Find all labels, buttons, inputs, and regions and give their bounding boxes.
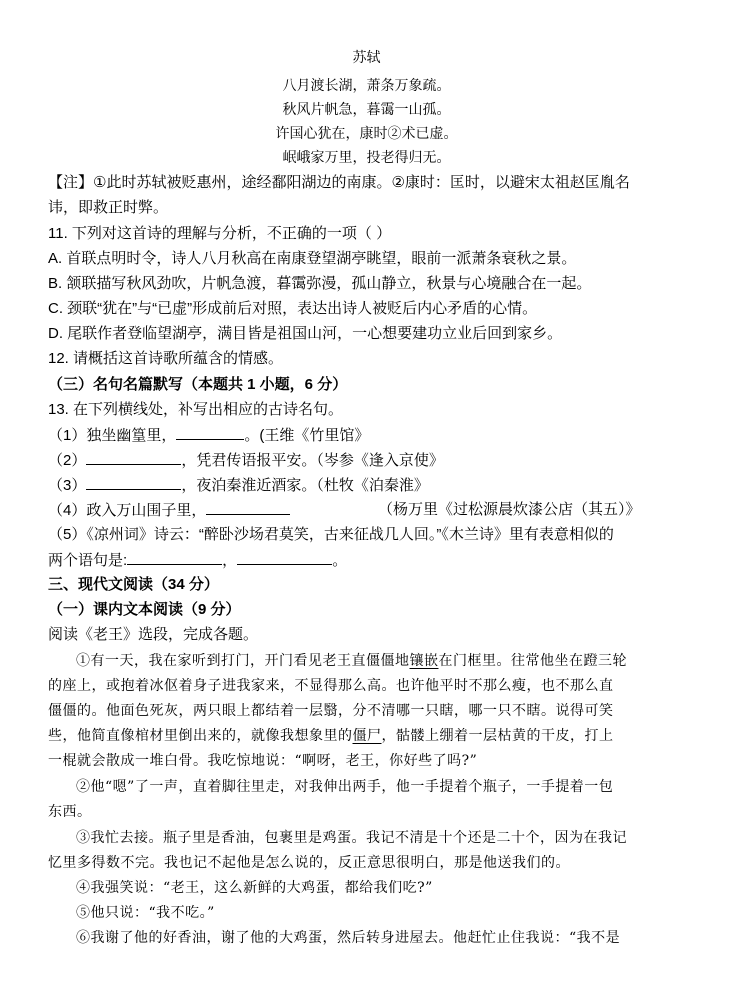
q13-item-4-source: （杨万里《过松源晨炊漆公店（其五）》 [378, 501, 641, 518]
q13-item-4 [48, 500, 290, 521]
poem-note: 【注】①此时苏轼被贬惠州，途经鄱阳湖边的南康。②康时：匡时，以避宋太祖赵匡胤名 [48, 174, 630, 191]
question-12-stem: 12. 请概括这首诗歌所蕴含的情感。 [48, 350, 284, 367]
passage-text: ①有一天，我在家听到打门，开门看见老王直僵僵地 [76, 653, 410, 669]
answer-blank[interactable] [127, 550, 222, 565]
passage-line [76, 651, 627, 671]
passage-line: 僵僵的。他面色死灰，两只眼上都结着一层翳，分不清哪一只瞎，哪一只不瞎。说得可笑 [48, 703, 614, 719]
underlined-word: 僵尸 [352, 728, 382, 744]
passage-line: ⑤他只说：“我不吃。” [76, 905, 215, 921]
passage-text: ，骷髅上绷着一层枯黄的干皮，打上 [381, 728, 614, 744]
q13-item-2 [48, 450, 444, 471]
passage-line: ⑥我谢了他的好香油，谢了他的大鸡蛋，然后转身进屋去。他赶忙止住我说：“我不是 [76, 930, 621, 946]
section-heading: （三）名句名篇默写（本题共 1 小题，6 分） [48, 376, 348, 393]
q13-item-3 [48, 475, 429, 496]
passage-line: ④我强笑说：“老王，这么新鲜的大鸡蛋，都给我们吃?” [76, 880, 433, 896]
passage-line: ②他“嗯”了一声，直着脚往里走，对我伸出两手，他一手提着个瓶子，一手提着一包 [76, 779, 614, 795]
section-heading: 三、现代文阅读（34 分） [48, 576, 219, 593]
answer-blank[interactable] [86, 450, 181, 465]
q13-item-3-pre: （3） [48, 477, 87, 494]
q13-item-1 [48, 425, 369, 446]
poem-note: 讳，即救正时弊。 [48, 199, 169, 216]
answer-blank[interactable] [206, 500, 290, 515]
q13-item-1-pre: （1）独坐幽篁里， [48, 427, 177, 444]
answer-blank[interactable] [176, 425, 244, 440]
underlined-word: 镶嵌 [409, 653, 439, 669]
q13-item-5: （5）《凉州词》诗云：“醉卧沙场君莫笑，古来征战几人回。”《木兰诗》里有表意相似的 [48, 526, 614, 543]
option-d: D. 尾联作者登临望湖亭，满目皆是祖国山河，一心想要建功立业后回到家乡。 [48, 325, 563, 342]
q13-item-5-mid: ， [222, 552, 238, 569]
passage-line: ③我忙去接。瓶子里是香油，包裹里是鸡蛋。我记不清是十个还是二十个，因为在我记 [76, 830, 627, 846]
passage-text: 在门框里。往常他坐在蹬三轮 [438, 653, 627, 669]
passage-line [48, 726, 614, 746]
option-c: C. 颈联“犹在”与“已虚”形成前后对照，表达出诗人被贬后内心矛盾的心情。 [48, 300, 538, 317]
question-11-stem: 11. 下列对这首诗的理解与分析，不正确的一项（ ） [48, 225, 392, 242]
q13-item-4-pre: （4）政入万山围子里， [48, 502, 207, 519]
question-13-stem: 13. 在下列横线处，补写出相应的古诗名句。 [48, 401, 344, 418]
q13-item-1-post: 。(王维《竹里馆》 [244, 427, 370, 444]
q13-item-2-pre: （2） [48, 452, 87, 469]
passage-line: 一棍就会散成一堆白骨。我吃惊地说：“啊呀，老王，你好些了吗?” [48, 753, 478, 769]
reading-intro: 阅读《老王》选段，完成各题。 [48, 626, 259, 643]
poem-line: 岷峨家万里，投老得归无。 [282, 150, 451, 166]
answer-blank[interactable] [86, 475, 181, 490]
subsection-heading: （一）课内文本阅读（9 分） [48, 601, 241, 618]
poem-line: 八月渡长湖，萧条万象疏。 [282, 78, 451, 94]
poem-line: 秋风片帆急，暮霭一山孤。 [282, 102, 451, 118]
option-b: B. 颔联描写秋风劲吹，片帆急渡，暮霭弥漫，孤山静立，秋景与心境融合在一起。 [48, 275, 592, 292]
q13-item-3-post: ，夜泊秦淮近酒家。（杜牧《泊秦淮》 [181, 477, 429, 494]
q13-item-2-post: ，凭君传语报平安。（岑参《逢入京使》 [181, 452, 444, 469]
q13-item-5-post: 。 [332, 552, 348, 569]
passage-line: 东西。 [48, 804, 92, 820]
passage-line: 的座上，或抱着冰伛着身子进我家来，不显得那么高。也许他平时不那么瘦，也不那么直 [48, 678, 614, 694]
q13-item-5-line2 [48, 550, 347, 571]
poem-line: 许国心犹在，康时②术已虚。 [275, 126, 458, 142]
passage-text: 些，他简直像棺材里倒出来的，就像我想象里的 [48, 728, 353, 744]
q13-item-5-pre: 两个语句是: [48, 552, 128, 569]
poem-author: 苏轼 [352, 50, 381, 66]
answer-blank[interactable] [237, 550, 332, 565]
passage-line: 忆里多得数不完。我也记不起他是怎么说的，反正意思很明白，那是他送我们的。 [48, 855, 570, 871]
option-a: A. 首联点明时令，诗人八月秋高在南康登望湖亭眺望，眼前一派萧条衰秋之景。 [48, 250, 577, 267]
